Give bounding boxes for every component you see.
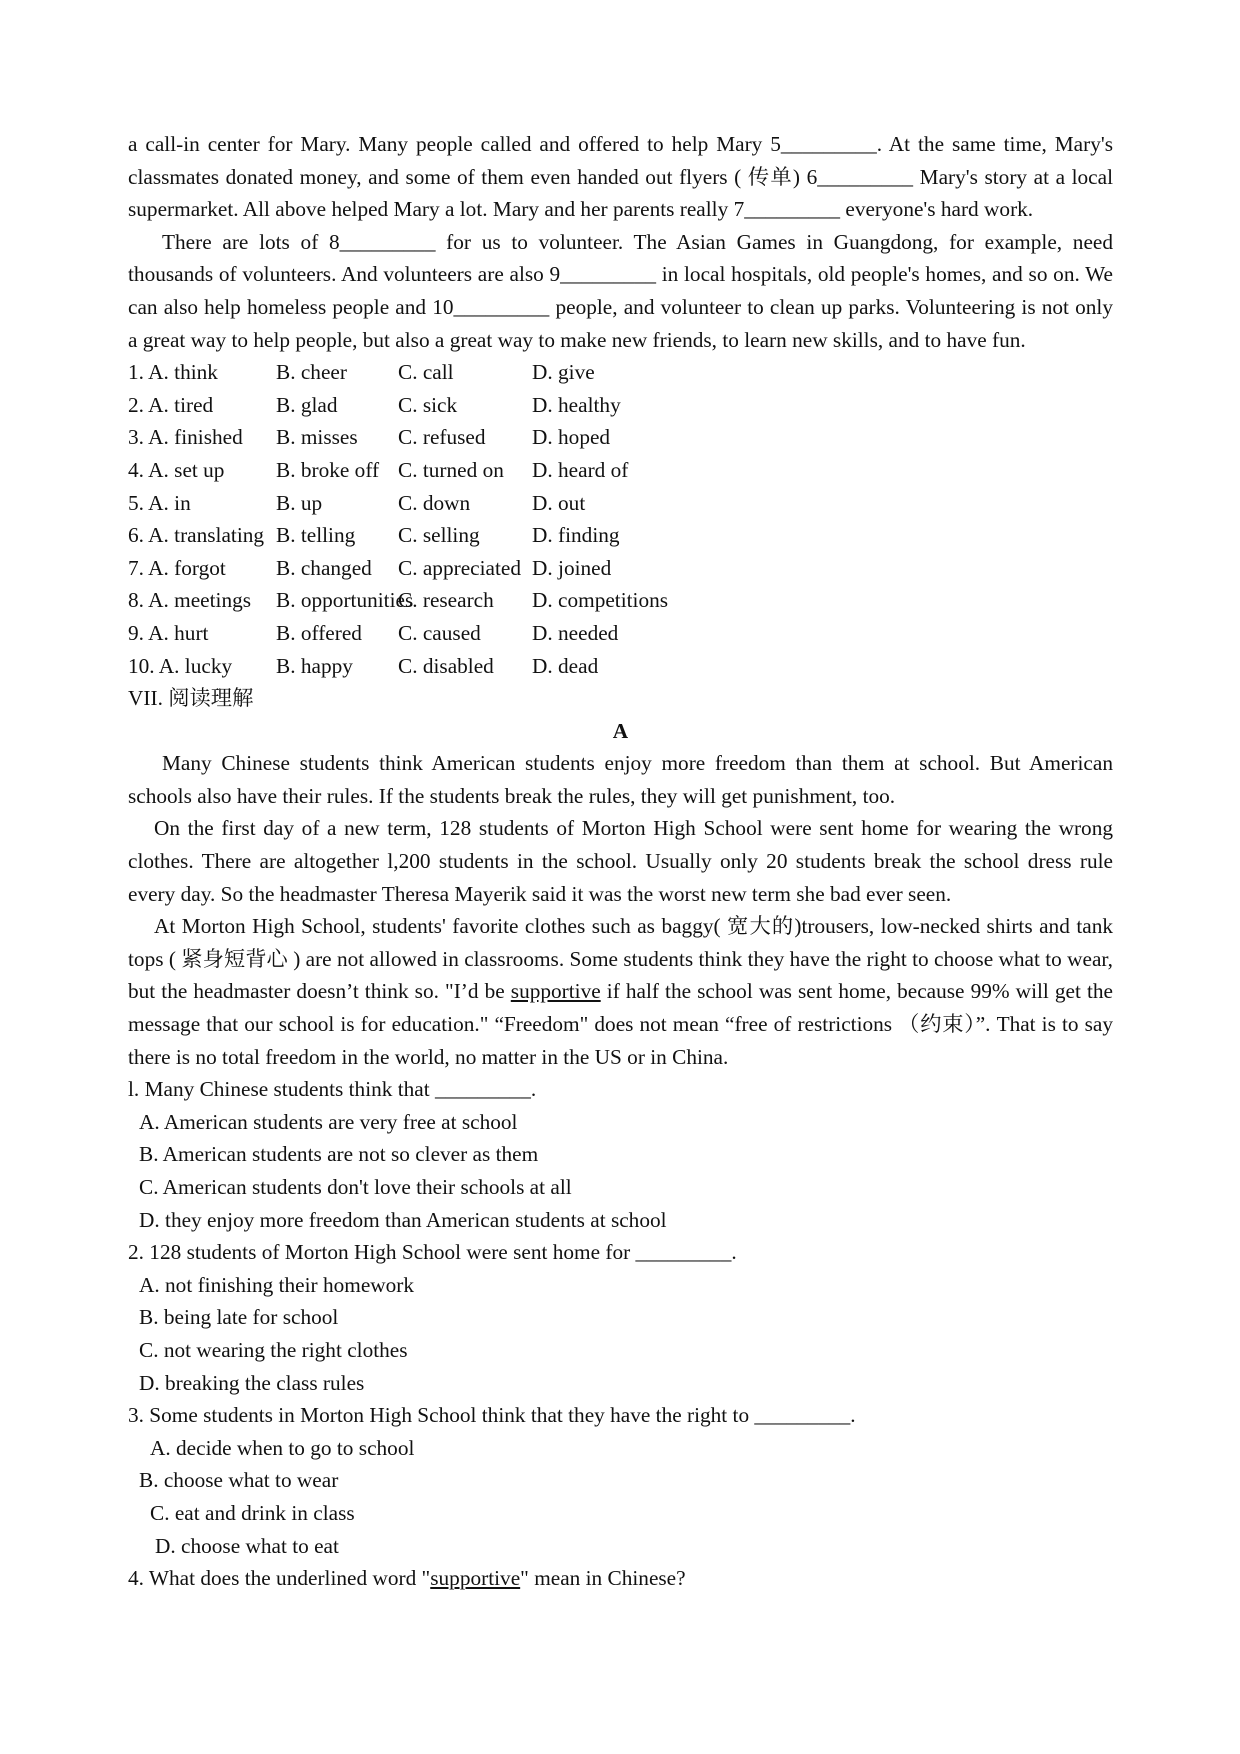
option-b: B. misses (276, 425, 358, 450)
option-a: 8. A. meetings (128, 588, 252, 613)
paragraph-text: At Morton High School, students' favorite clothes such as baggy( 宽大的)trousers, low-necked shirts and tank tops ( 紧身短背心 ) are not allowed in classrooms. Some students think they have the right to choose what to wear, but the headmaster doesn’t think so. "I’d be (128, 914, 1113, 1004)
option-c: C. not wearing the right clothes (139, 1337, 408, 1362)
cloze-question-8 (128, 584, 1113, 617)
option-d: D. they enjoy more freedom than American students at school (139, 1207, 667, 1232)
option-b: B. being late for school (139, 1305, 339, 1330)
underlined-word: supportive (430, 1566, 521, 1591)
passage-title: A (612, 718, 629, 743)
option-c: C. research (398, 588, 494, 613)
cloze-question-1 (128, 356, 1113, 389)
cloze-passage-paragraph-1: a call-in center for Mary. Many people called and offered to help Mary 5_________. At the same time, Mary's classmates donated money, and some of them even handed out flyers ( 传单) 6_________ Mary's story at a local supermarket. All above helped Mary a lot. Mary and her parents really 7_________ everyone's hard work. (128, 132, 1113, 222)
option-b: B. cheer (276, 360, 347, 385)
reading-question-4 (128, 1562, 1113, 1595)
option-d: D. hoped (532, 425, 611, 450)
option-c: C. call (398, 360, 454, 385)
option-b: B. broke off (276, 457, 380, 482)
option-a: A. American students are very free at school (139, 1109, 518, 1134)
reading-question-3 (128, 1399, 1113, 1562)
section-heading: VII. 阅读理解 (128, 686, 254, 711)
option-a: 2. A. tired (128, 392, 214, 417)
option-b: B. choose what to wear (139, 1468, 339, 1493)
exam-page (128, 128, 1113, 1595)
option-a: A. not finishing their homework (139, 1272, 415, 1297)
option-c: C. down (398, 490, 471, 515)
question-stem: l. Many Chinese students think that _________. (128, 1077, 537, 1102)
underlined-word: supportive (510, 979, 601, 1004)
option-b: B. happy (276, 653, 353, 678)
option-c: C. refused (398, 425, 486, 450)
option-b: B. telling (276, 523, 356, 548)
reading-question-2 (128, 1236, 1113, 1399)
option-a: A. decide when to go to school (150, 1435, 415, 1460)
option-a: 3. A. finished (128, 425, 243, 450)
cloze-question-2 (128, 389, 1113, 422)
cloze-question-3 (128, 421, 1113, 454)
option-a: 5. A. in (128, 490, 191, 515)
reading-question-1 (128, 1073, 1113, 1236)
cloze-question-list (128, 356, 1113, 682)
cloze-question-9 (128, 617, 1113, 650)
option-d: D. dead (532, 653, 599, 678)
option-b: B. glad (276, 392, 338, 417)
option-d: D. choose what to eat (155, 1533, 339, 1558)
option-d: D. out (532, 490, 586, 515)
option-d: D. healthy (532, 392, 621, 417)
option-c: C. turned on (398, 457, 504, 482)
option-c: C. eat and drink in class (150, 1500, 355, 1525)
option-b: B. American students are not so clever as them (139, 1142, 539, 1167)
option-d: D. competitions (532, 588, 669, 613)
option-a: 6. A. translating (128, 523, 265, 548)
reading-paragraph-3 (128, 910, 1113, 1073)
question-stem: 3. Some students in Morton High School think that they have the right to _________. (128, 1403, 856, 1428)
option-a: 7. A. forgot (128, 555, 226, 580)
cloze-question-5 (128, 487, 1113, 520)
option-d: D. joined (532, 555, 612, 580)
option-d: D. give (532, 360, 595, 385)
cloze-question-4 (128, 454, 1113, 487)
cloze-question-7 (128, 552, 1113, 585)
option-a: 1. A. think (128, 360, 218, 385)
paragraph-text: if half the school was sent home, because 99% will get the message that our school is for education." “Freedom" does not mean “free of restrictions （约束）”. That is to say there is no total freedom in the world, no matter in the US or in China. (128, 979, 1113, 1069)
option-c: C. selling (398, 523, 480, 548)
reading-paragraph-2: On the first day of a new term, 128 students of Morton High School were sent home for wearing the wrong clothes. There are altogether l,200 students in the school. Usually only 20 students break the school dress rule every day. So the headmaster Theresa Mayerik said it was the worst new term she bad ever seen. (128, 816, 1113, 906)
option-a: 10. A. lucky (128, 653, 233, 678)
option-b: B. changed (276, 555, 372, 580)
reading-paragraph-1: Many Chinese students think American students enjoy more freedom than them at school. But American schools also have their rules. If the students break the rules, they will get punishment, too. (128, 751, 1113, 808)
cloze-passage-paragraph-2: There are lots of 8_________ for us to volunteer. The Asian Games in Guangdong, for example, need thousands of volunteers. And volunteers are also 9_________ in local hospitals, old people's homes, and so on. We can also help homeless people and 10_________ people, and volunteer to clean up parks. Volunteering is not only a great way to help people, but also a great way to make new friends, to learn new skills, and to have fun. (128, 229, 1113, 352)
cloze-question-10 (128, 650, 1113, 683)
option-c: C. American students don't love their schools at all (139, 1175, 572, 1199)
option-a: 4. A. set up (128, 457, 225, 482)
option-c: C. appreciated (398, 555, 521, 580)
question-stem: 2. 128 students of Morton High School were sent home for _________. (128, 1240, 737, 1265)
option-b: B. up (276, 490, 323, 515)
option-c: C. caused (398, 620, 481, 645)
question-text: 4. What does the underlined word " (128, 1566, 431, 1591)
option-d: D. heard of (532, 457, 629, 482)
cloze-question-6 (128, 519, 1113, 552)
option-a: 9. A. hurt (128, 620, 209, 645)
option-b: B. offered (276, 620, 362, 645)
option-d: D. needed (532, 620, 619, 645)
option-d: D. finding (532, 523, 620, 548)
question-text: " mean in Chinese? (520, 1566, 686, 1591)
option-d: D. breaking the class rules (139, 1370, 365, 1395)
option-b: B. opportunities (276, 588, 414, 613)
option-c: C. sick (398, 392, 458, 417)
option-c: C. disabled (398, 653, 494, 678)
